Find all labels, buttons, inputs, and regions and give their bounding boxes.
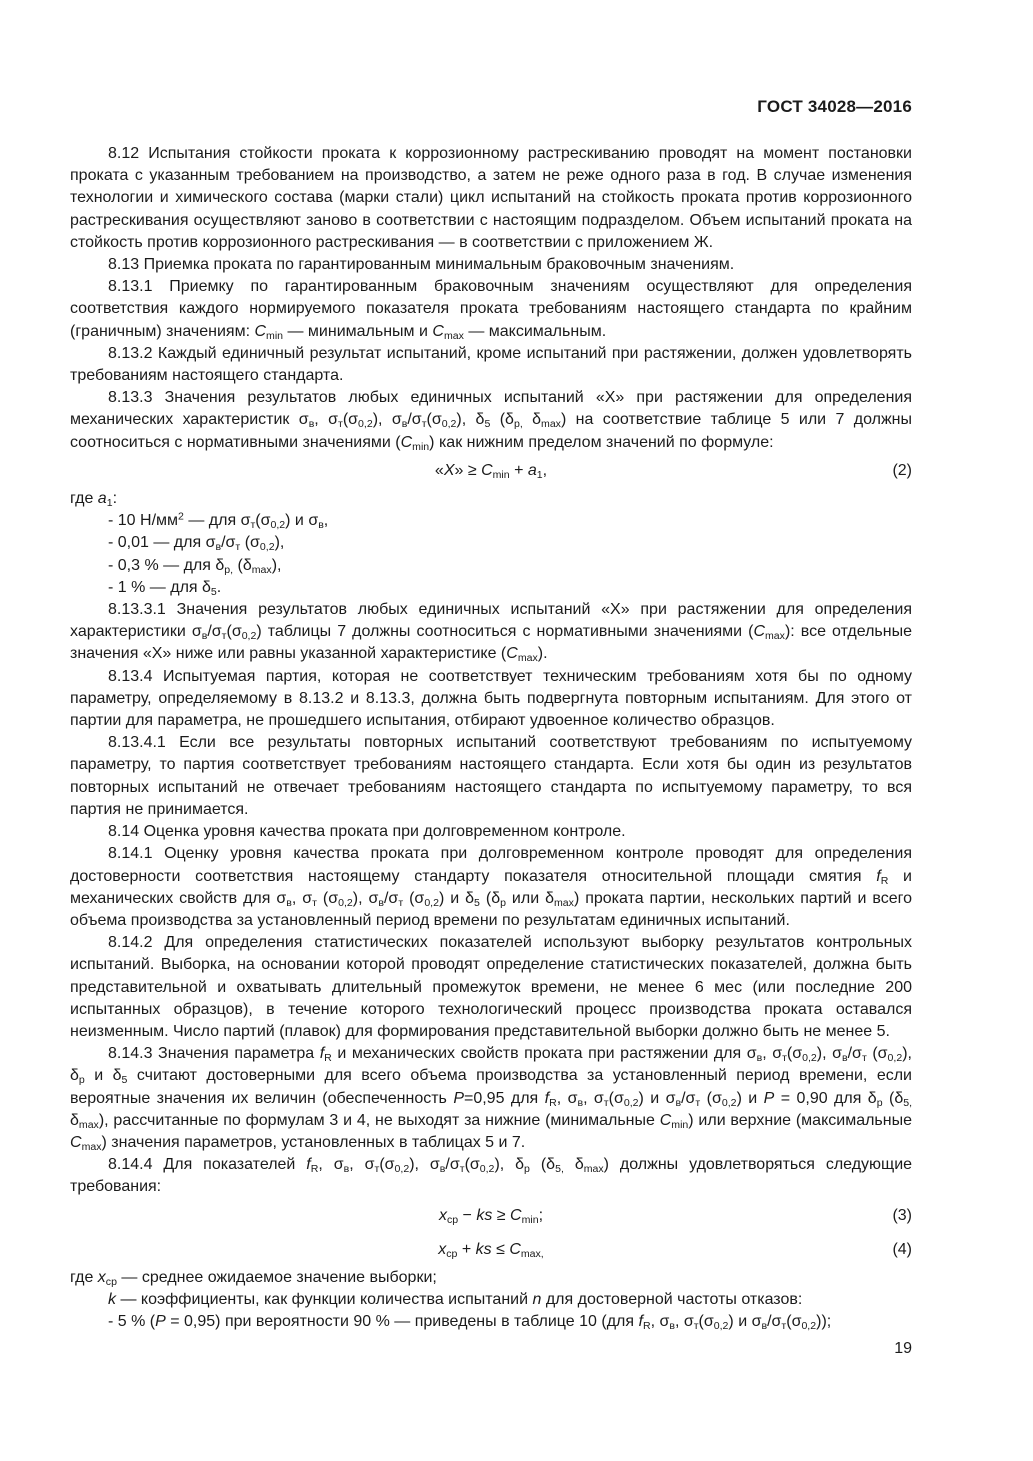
paragraph-8-14: 8.14 Оценка уровня качества проката при долговременном контроле. xyxy=(108,823,626,841)
k-definition: k — коэффициенты, как функции количества испытаний n для достоверной частоты отказов: xyxy=(108,1291,803,1309)
page-number: 19 xyxy=(894,1340,912,1357)
paragraph-8-13: 8.13 Приемка проката по гарантированным минимальным браковочным значениям. xyxy=(108,256,735,274)
formula-4-expression: $x_{ср}$ + ks ≤ $C_{max,}$ xyxy=(438,1240,544,1260)
formula-3-expression: $x_{ср}$ − ks ≥ $C_{min}$; xyxy=(438,1206,544,1226)
paragraph-8-13-4-1: 8.13.4.1 Если все результаты повторных испытаний соответствуют требованиям по испытуемому параметру, то партия соответствует требованиям настоящего стандарта. Если хотя бы один из результатов повторных испытаний не отвечает требованиям настоящего стандарта по испытуемому параметру, то вся партия не принимается. xyxy=(70,734,912,818)
paragraph-8-14-3: 8.14.3 Значения параметра $f_R$ и механических свойств проката при растяжении для $\sigma_в$, $\sigma_т(\sigma_{0,2})$, $\sigma_в/\sigma_т$ $(\sigma_{0,2})$, $\delta_р$ и $\delta_5$ считают достоверными для всего объема производства за установленный период времени, если вероятные значения их величин (обеспеченность P=0,95 для $f_R$, $\sigma_в$, $\sigma_т(\sigma_{0,2})$ и $\sigma_в/\sigma_т$ $(\sigma_{0,2})$ и P = 0,90 для $\delta_р$ ($\delta_{5,}$ $\delta_{max}$), рассчитанные по формулам 3 и 4, не выходят за нижние (минимальные $C_{min}$) или верхние (максимальные $C_{max}$) значения параметров, установленных в таблицах 5 и 7. xyxy=(70,1045,913,1153)
formula-2 xyxy=(70,454,912,488)
paragraph-8-14-2: 8.14.2 Для определения статистических показателей используют выборку результатов контрольных испытаний. Выборка, на основании которой проводят определение статистических показателей, должна быть представительной и охватывать длительный промежуток времени, не менее 6 мес (или последние 200 испытанных образцов), в течение которого технологический процесс производства проката оставался неизменным. Число партий (плавок) для формирования представительной выборки должно быть не менее 5. xyxy=(70,934,912,1040)
paragraph-8-13-2: 8.13.2 Каждый единичный результат испытаний, кроме испытаний при растяжении, должен удовлетворять требованиям настоящего стандарта. xyxy=(70,344,912,385)
a1-list-item-3: - 0,3 % — для $\delta_{р,}$ $(\delta_{max})$, xyxy=(108,556,282,576)
formula-4 xyxy=(70,1233,912,1267)
k-list-item-1: - 5 % (P = 0,95) при вероятности 90 % — приведены в таблице 10 (для $f_R$, $\sigma_в$, $\sigma_т(\sigma_{0,2})$ и $\sigma_в/\sigma_т(\sigma_{0,2})$); xyxy=(108,1313,832,1333)
paragraph-8-13-3: 8.13.3 Значения результатов любых единичных испытаний «X» при растяжении для определения механических характеристик $\sigma_в$, $\sigma_т(\sigma_{0,2})$, $\sigma_в/\sigma_т(\sigma_{0,2})$, $\delta_5$ ($\delta_{р,}$ $\delta_{max}$) на соответствие таблице 5 или 7 должны соотноситься с нормативными значениями $(C_{min})$ как нижним пределом значений по формуле: xyxy=(70,389,913,453)
formula-2-number: (2) xyxy=(892,461,912,479)
formula-4-number: (4) xyxy=(892,1240,912,1258)
paragraph-8-14-1: 8.14.1 Оценку уровня качества проката при долговременном контроле проводят для определения достоверности соответствия настоящему стандарту показателя относительной площади смятия $f_R$ и механических свойств для $\sigma_в$, $\sigma_т$ $(\sigma_{0,2})$, $\sigma_в/\sigma_т$ $(\sigma_{0,2})$ и $\delta_5$ ($\delta_р$ или $\delta_{max}$) проката партии, нескольких партий и всего объема производства за установленный период времени по результатам единичных испытаний. xyxy=(70,845,913,929)
paragraph-8-14-4: 8.14.4 Для показателей $f_R$, $\sigma_в$, $\sigma_т(\sigma_{0,2})$, $\sigma_в/\sigma_т(\sigma_{0,2})$, $\delta_р$ ($\delta_{5,}$ $\delta_{max}$) должны удовлетворяться следующие требования: xyxy=(70,1156,913,1196)
paragraph-8-13-3-1: 8.13.3.1 Значения результатов любых единичных испытаний «X» при растяжении для определения характеристики $\sigma_в/\sigma_т(\sigma_{0,2})$ таблицы 7 должны соотноситься с нормативными значениями $(C_{max})$: все отдельные значения «X» ниже или равны указанной характеристике $(C_{max})$. xyxy=(70,601,912,665)
a1-list-item-1: - 10 $Н/мм^2$ — для $\sigma_т(\sigma_{0,2})$ и $\sigma_в$, xyxy=(108,510,329,532)
paragraph-8-13-1: 8.13.1 Приемку по гарантированным браковочным значениям осуществляют для определения соответствия каждого нормируемого показателя проката требованиям настоящего стандарта по крайним (граничным) значениям: $C_{min}$ — минимальным и $C_{max}$ — максимальным. xyxy=(70,278,912,342)
paragraph-8-12: 8.12 Испытания стойкости проката к коррозионному растрескиванию проводят на момент постановки проката с указанным требованием на производство, а затем не реже одного раза в год. В случае изменения технологии и химического состава (марки стали) цикл испытаний на стойкость проката против коррозионного растрескивания осуществляют заново в соответствии с настоящим подразделом. Объем испытаний проката на стойкость против коррозионного растрескивания — в соответствии с приложением Ж. xyxy=(70,145,912,251)
formula-3-number: (3) xyxy=(892,1206,912,1224)
standard-reference: ГОСТ 34028—2016 xyxy=(757,97,912,116)
paragraph-8-13-4: 8.13.4 Испытуемая партия, которая не соответствует техническим требованиям хотя бы по одному параметру, определяемому в 8.13.2 и 8.13.3, должна быть подвергнута повторным испытаниям. Для этого от партии для параметра, не прошедшего испытания, отбирают удвоенное количество образцов. xyxy=(70,667,912,730)
a1-list-item-2: - 0,01 — для $\sigma_в/\sigma_т$ $(\sigma_{0,2})$, xyxy=(108,534,285,554)
where-x-definition: где $x_{ср}$ — среднее ожидаемое значение выборки; xyxy=(70,1268,437,1288)
formula-2-expression: «X» ≥ $C_{min} + a_1$, xyxy=(434,461,548,481)
a1-list-item-4: - 1 % — для $\delta_5$. xyxy=(108,578,222,598)
formula-3 xyxy=(70,1199,912,1233)
where-a1-definition: где $a_1$: xyxy=(70,490,118,509)
document-body xyxy=(70,143,912,1334)
